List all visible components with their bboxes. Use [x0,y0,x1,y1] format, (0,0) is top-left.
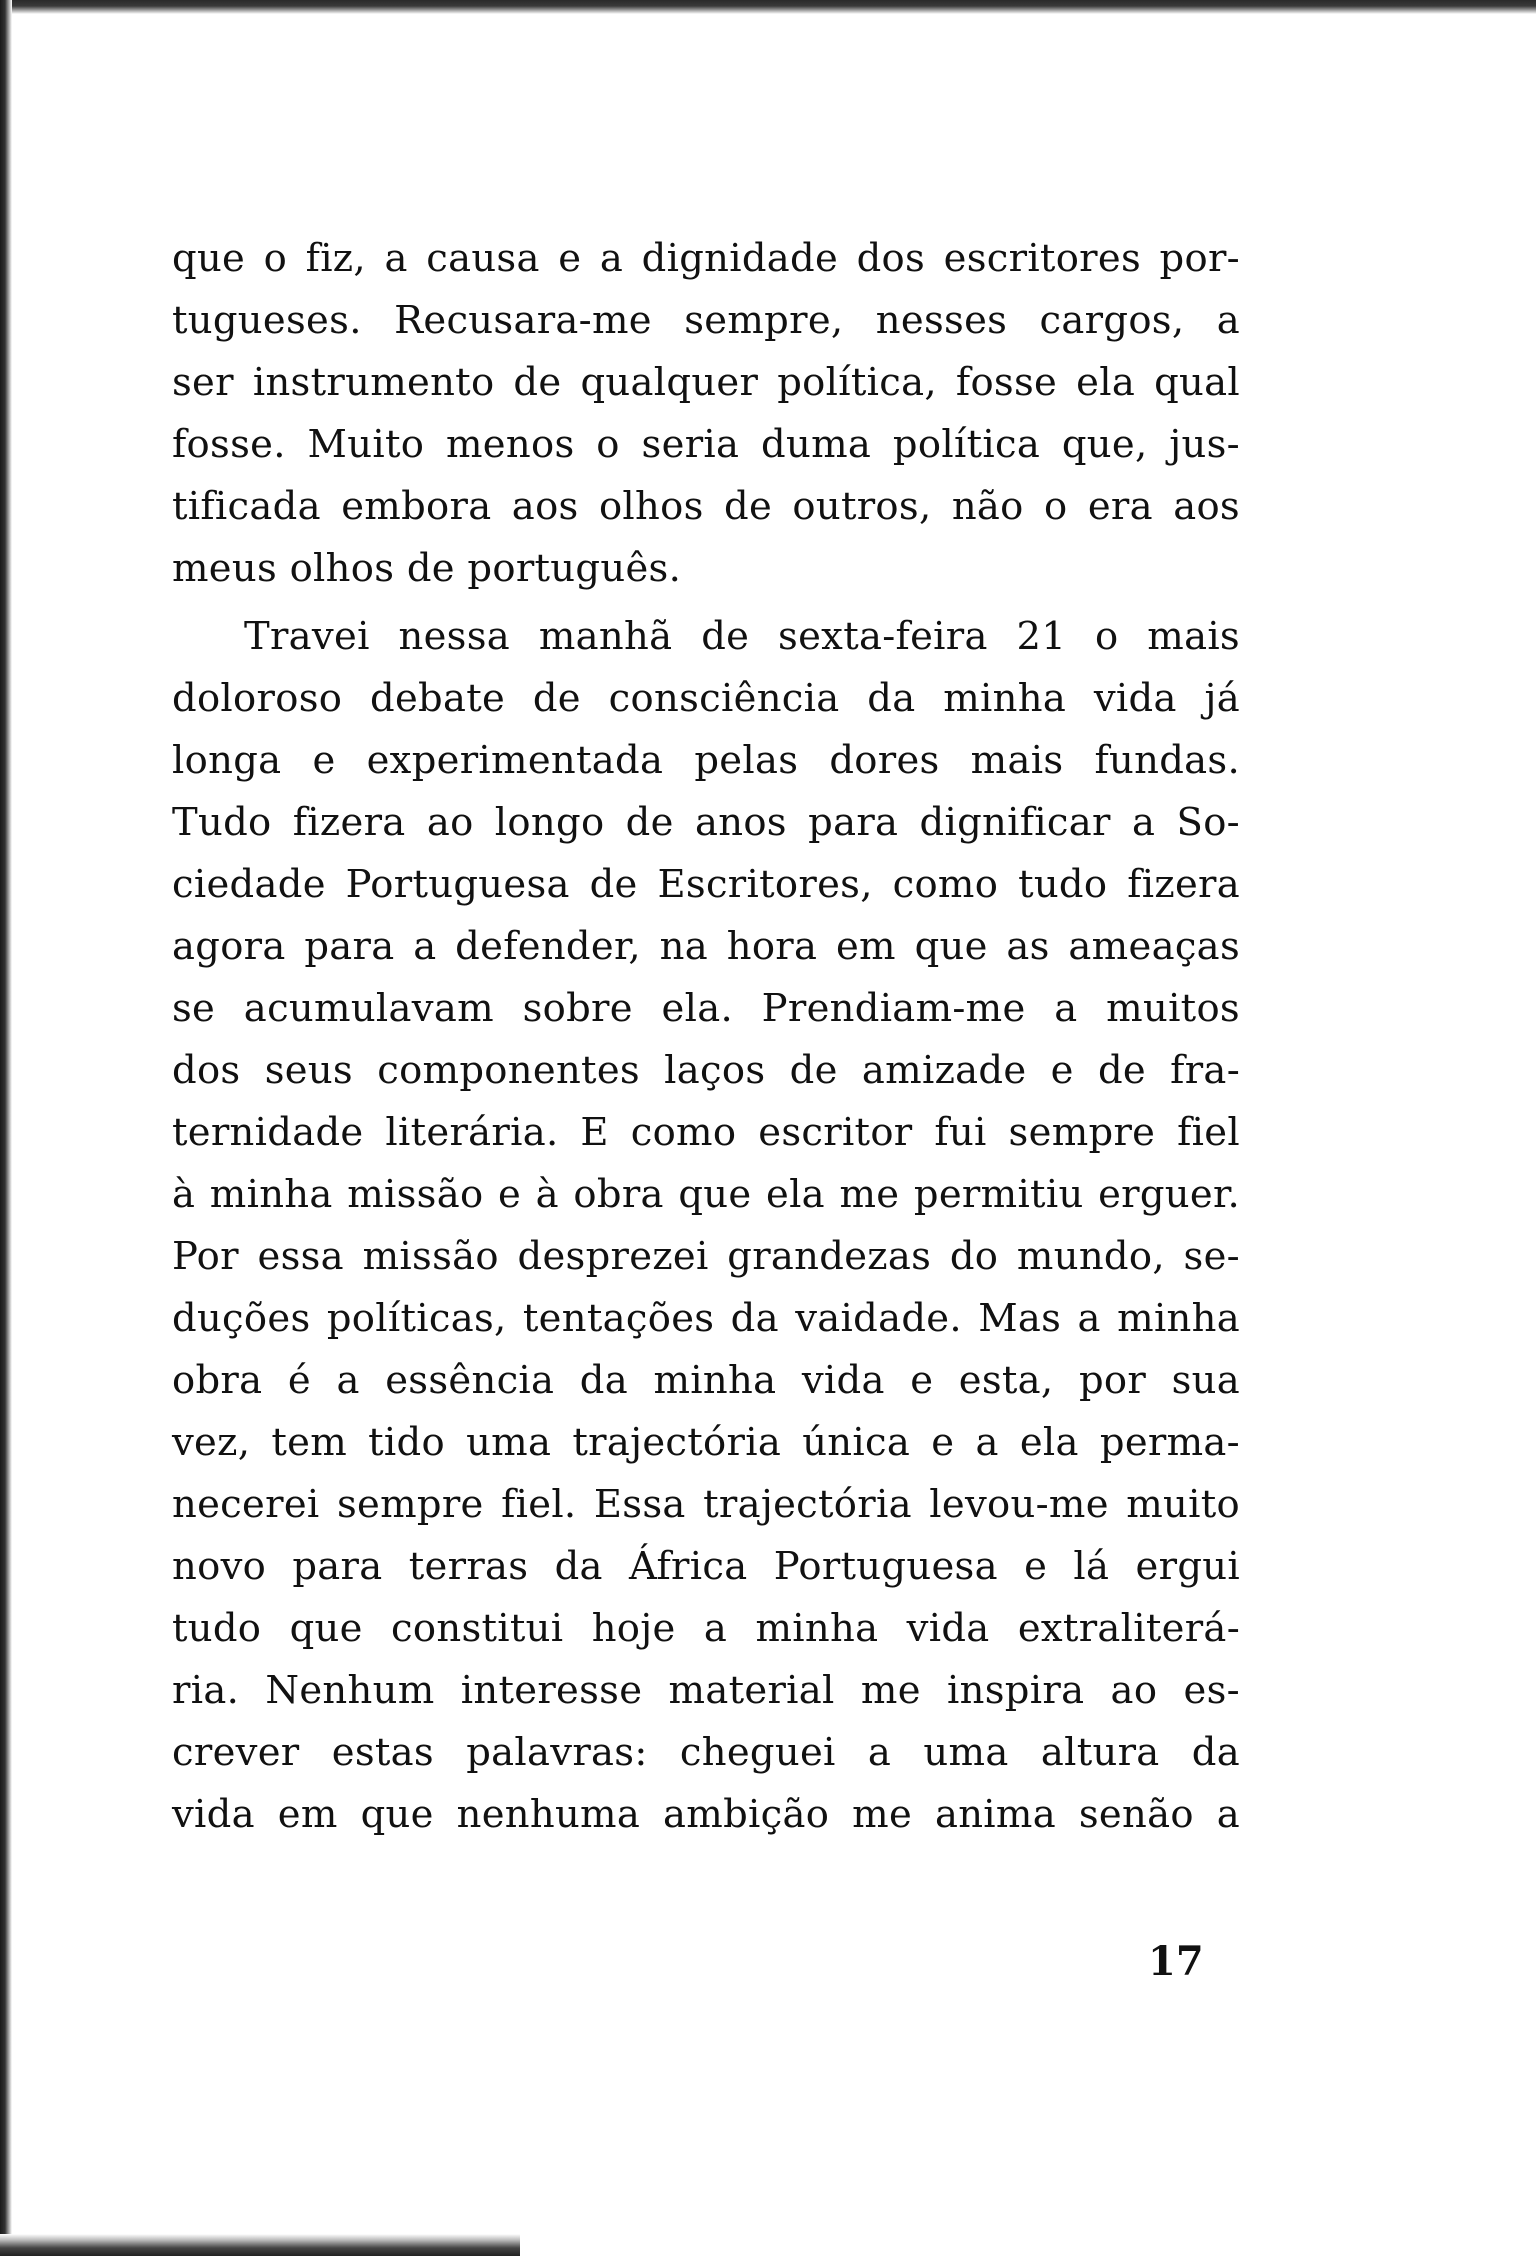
text-line: Tudo fizera ao longo de anos para dignificar a So- [172,800,1240,845]
text-line: ser instrumento de qualquer política, fosse ela qual [172,360,1240,405]
text-line: doloroso debate de consciência da minha vida já [172,676,1240,721]
text-line: tudo que constitui hoje a minha vida extraliterá- [172,1606,1240,1651]
text-line: à minha missão e à obra que ela me permitiu erguer. [172,1172,1240,1217]
text-line: se acumulavam sobre ela. Prendiam-me a muitos [172,986,1240,1031]
text-line: crever estas palavras: cheguei a uma altura da [172,1730,1240,1775]
text-line: vez, tem tido uma trajectória única e a ela perma- [172,1420,1240,1465]
text-line: necerei sempre fiel. Essa trajectória levou-me muito [172,1482,1240,1527]
page-number: 17 [1148,1938,1204,1985]
text-line: fosse. Muito menos o seria duma política que, jus- [172,422,1240,467]
text-line: obra é a essência da minha vida e esta, por sua [172,1358,1240,1403]
scan-left-edge [0,0,12,2256]
text-line: dos seus componentes laços de amizade e de fra- [172,1048,1240,1093]
paragraph-1 [172,228,1240,600]
paragraph-2 [172,606,1240,1846]
text-line: ternidade literária. E como escritor fui sempre fiel [172,1110,1240,1155]
text-line: vida em que nenhuma ambição me anima senão a [172,1792,1240,1837]
text-line: duções políticas, tentações da vaidade. Mas a minha [172,1296,1240,1341]
scan-top-edge [0,0,1536,14]
text-line: tugueses. Recusara-me sempre, nesses cargos, a [172,298,1240,343]
text-line: longa e experimentada pelas dores mais fundas. [172,738,1240,783]
text-line: agora para a defender, na hora em que as ameaças [172,924,1240,969]
text-line: Travei nessa manhã de sexta-feira 21 o mais [244,614,1240,659]
text-line: Por essa missão desprezei grandezas do mundo, se- [172,1234,1240,1279]
page-body-text [172,228,1240,1846]
text-line: novo para terras da África Portuguesa e lá ergui [172,1544,1240,1589]
text-line: ria. Nenhum interesse material me inspira ao es- [172,1668,1240,1713]
text-line: ciedade Portuguesa de Escritores, como tudo fizera [172,862,1240,907]
text-line: tificada embora aos olhos de outros, não o era aos [172,484,1240,529]
scan-bottom-edge [0,2234,520,2256]
text-line: que o fiz, a causa e a dignidade dos escritores por- [172,236,1240,281]
text-line: meus olhos de português. [172,546,682,591]
